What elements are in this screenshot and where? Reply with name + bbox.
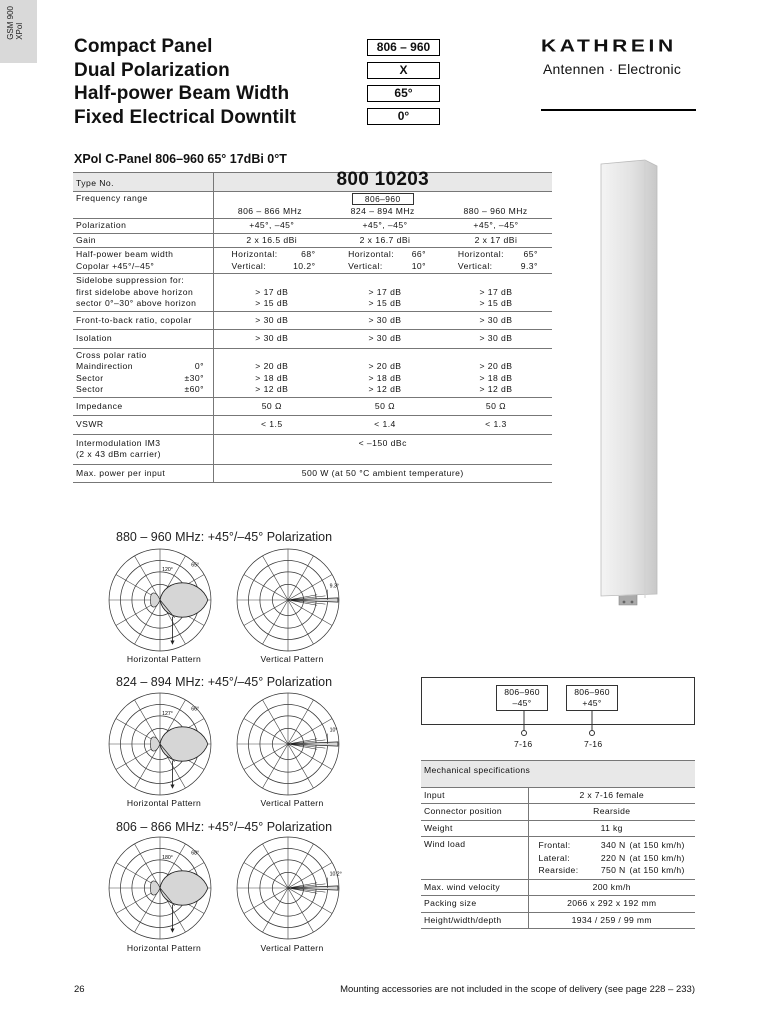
vswr-label: VSWR [73, 416, 213, 435]
table-row [73, 348, 552, 397]
ftb-value: > 30 dB [330, 311, 440, 330]
horizontal-pattern-diagram [108, 836, 212, 940]
table-row [73, 311, 552, 330]
connector-box-minus45 [496, 685, 548, 711]
wind-value: 750 N [600, 865, 626, 875]
table-row [73, 191, 552, 219]
type-label: Type No. [73, 173, 213, 192]
pattern-arrow-head [170, 785, 174, 789]
brand-subtitle: Antennen · Electronic [543, 61, 682, 77]
section-tab-line2: XPol [15, 22, 24, 40]
xpol-value: > 12 dB [255, 384, 289, 394]
sidelobe-first-value: > 17 dB [255, 286, 289, 297]
beam-h-value: 65° [523, 249, 538, 259]
wind-cell [528, 837, 695, 880]
pattern-caption: Horizontal Pattern [126, 943, 202, 953]
sidelobe-cell [330, 274, 440, 312]
table-row [421, 837, 695, 880]
xpol-row-angle: 0° [194, 361, 204, 371]
vswr-value: < 1.3 [440, 416, 552, 435]
pattern-arrow-head [170, 929, 174, 933]
im3-label [73, 434, 213, 464]
table-row [73, 464, 552, 483]
mech-value: 1934 / 259 / 99 mm [528, 912, 695, 929]
beam-v-label: Vertical: [348, 260, 383, 271]
spec-table [73, 169, 552, 483]
freq-col-2: 824 – 894 MHz [350, 205, 415, 216]
im3-value: < –150 dBc [213, 434, 552, 464]
im3-label-line2: (2 x 43 dBm carrier) [76, 449, 161, 459]
back-lobe [151, 593, 160, 607]
title-downtilt: Fixed Electrical Downtilt [74, 106, 297, 128]
beam-cell [213, 248, 330, 274]
wind-note: (at 150 km/h) [629, 852, 685, 863]
freq-label: Frequency range [73, 191, 213, 219]
beam-v-label: Vertical: [231, 260, 267, 271]
power-value: 500 W (at 50 °C ambient temperature) [213, 464, 552, 483]
ftb-label: Front-to-back ratio, copolar [73, 311, 213, 330]
title-compact-panel: Compact Panel [74, 36, 213, 57]
back-lobe [151, 737, 160, 751]
table-row [73, 416, 552, 435]
beam-v-value: 10° [411, 260, 427, 271]
wind-name: Lateral: [538, 852, 570, 863]
isolation-value: > 30 dB [213, 330, 330, 349]
mech-value: 2 x 7-16 female [528, 787, 695, 804]
mech-value: 200 km/h [528, 879, 695, 896]
value-polarization-box: X [367, 62, 440, 79]
pattern-title: 824 – 894 MHz: +45°/–45° Polarization [116, 675, 333, 689]
beam-h-label: Horizontal: [348, 249, 395, 259]
table-row [73, 233, 552, 248]
gain-value: 2 x 16.5 dBi [213, 233, 330, 248]
polarization-label: Polarization [73, 219, 213, 234]
sidelobe-sector-value: > 15 dB [479, 298, 513, 308]
table-row [421, 804, 695, 821]
wind-name: Rearside: [538, 865, 579, 875]
pattern-caption: Vertical Pattern [260, 798, 324, 808]
mech-value: 2066 x 292 x 192 mm [528, 896, 695, 913]
sidelobe-label-line: first sidelobe above horizon [76, 286, 194, 297]
section-tab-label [6, 6, 24, 40]
gain-value: 2 x 16.7 dBi [330, 233, 440, 248]
horizontal-lobe [160, 871, 208, 905]
xpol-value: > 20 dB [255, 361, 289, 371]
table-row [73, 173, 552, 192]
pattern-angle-label: 66° [191, 706, 200, 713]
page-number: 26 [74, 984, 85, 995]
freq-col-1: 806 – 866 MHz [237, 205, 302, 216]
gain-value: 2 x 17 dBi [440, 233, 552, 248]
pattern-caption: Vertical Pattern [260, 943, 324, 953]
footer-note: Mounting accessories are not included in the scope of delivery (see page 228 – 233) [340, 984, 695, 995]
sidelobe-first-value: > 17 dB [479, 286, 513, 297]
pattern-angle-label: 10.2° [329, 871, 342, 878]
impedance-value: 50 Ω [440, 397, 552, 416]
title-dual-polarization: Dual Polarization [74, 59, 230, 81]
xpol-row-name: Sector [76, 372, 104, 383]
connector-box-plus45 [566, 685, 618, 711]
model-title: XPol C-Panel 806–960 65° 17dBi 0°T [74, 152, 287, 166]
pattern-angle-label: 10° [329, 727, 338, 734]
back-lobe [151, 881, 160, 895]
pattern-angle-label: 120° [162, 566, 173, 573]
connector-box-line: 806–960 [574, 687, 610, 697]
beam-h-label: Horizontal: [231, 249, 278, 259]
xpol-value: > 12 dB [368, 384, 402, 394]
horizontal-lobe [160, 727, 208, 761]
horizontal-pattern-diagram [108, 548, 212, 652]
antenna-panel-image [597, 158, 662, 608]
ftb-value: > 30 dB [440, 311, 552, 330]
table-row [73, 397, 552, 416]
xpol-value: > 20 dB [368, 361, 402, 371]
mech-label: Height/width/depth [421, 912, 528, 929]
table-row [73, 248, 552, 274]
xpol-value: > 18 dB [255, 372, 289, 383]
connector-label: 7-16 [584, 739, 603, 749]
vertical-pattern-diagram [236, 836, 340, 940]
pattern-caption: Horizontal Pattern [126, 654, 202, 664]
pattern-angle-label: 180° [162, 854, 173, 861]
gain-label: Gain [73, 233, 213, 248]
beam-label [73, 248, 213, 274]
power-label: Max. power per input [73, 464, 213, 483]
xpol-title: Cross polar ratio [76, 349, 147, 360]
freq-box: 806–960 [352, 193, 414, 205]
sidelobe-label-line: sector 0°–30° above horizon [76, 298, 197, 308]
xpol-row-name: Sector [76, 384, 104, 394]
connector-label: 7-16 [514, 739, 533, 749]
xpol-value: > 12 dB [479, 384, 513, 394]
table-row [421, 820, 695, 837]
value-beamwidth-box: 65° [367, 85, 440, 102]
mechanical-specs-table [421, 760, 695, 929]
sidelobe-sector-value: > 15 dB [368, 298, 402, 308]
header-divider [541, 109, 696, 111]
table-row [73, 434, 552, 464]
vswr-value: < 1.4 [330, 416, 440, 435]
table-row [421, 912, 695, 929]
impedance-value: 50 Ω [330, 397, 440, 416]
pattern-caption: Horizontal Pattern [126, 798, 202, 808]
pattern-angle-label: 127° [162, 710, 173, 717]
impedance-label: Impedance [73, 397, 213, 416]
table-row [421, 896, 695, 913]
mech-value: Rearside [528, 804, 695, 821]
sidelobe-sector-value: > 15 dB [255, 298, 289, 308]
pattern-title: 806 – 866 MHz: +45°/–45° Polarization [116, 820, 333, 834]
mech-label: Max. wind velocity [421, 879, 528, 896]
xpol-cell [330, 348, 440, 397]
xpol-label [73, 348, 213, 397]
pattern-arrow-head [170, 641, 174, 645]
wind-note: (at 150 km/h) [629, 865, 685, 875]
connector-leads [518, 711, 598, 737]
beam-v-value: 10.2° [293, 260, 316, 271]
polarization-value: +45°, –45° [440, 219, 552, 234]
sidelobe-label-line: Sidelobe suppression for: [76, 275, 185, 285]
vswr-value: < 1.5 [213, 416, 330, 435]
value-downtilt-box: 0° [367, 108, 440, 125]
section-tab [0, 0, 37, 63]
xpol-value: > 20 dB [479, 361, 513, 371]
isolation-value: > 30 dB [440, 330, 552, 349]
isolation-label: Isolation [73, 330, 213, 349]
table-row [73, 330, 552, 349]
beam-cell [330, 248, 440, 274]
horizontal-pattern-diagram [108, 692, 212, 796]
mech-label: Weight [421, 820, 528, 837]
impedance-value: 50 Ω [213, 397, 330, 416]
connector-box-line: –45° [512, 698, 532, 708]
pattern-title: 880 – 960 MHz: +45°/–45° Polarization [116, 530, 333, 544]
title-beam-width: Half-power Beam Width [74, 83, 290, 104]
type-number: 800 10203 [213, 173, 552, 192]
pattern-angle-label: 9.3° [329, 583, 339, 590]
pattern-angle-label: 65° [191, 562, 200, 569]
wind-name: Frontal: [538, 840, 571, 850]
im3-label-line1: Intermodulation IM3 [76, 437, 161, 448]
mech-label: Packing size [421, 896, 528, 913]
vertical-pattern-diagram [236, 548, 340, 652]
table-row [421, 879, 695, 896]
xpol-row-angle: ±30° [184, 372, 204, 383]
xpol-cell [440, 348, 552, 397]
value-frequency-box: 806 – 960 [367, 39, 440, 56]
wind-value: 340 N [600, 840, 626, 850]
horizontal-lobe [160, 583, 208, 617]
brand-logo: KATHREIN [541, 36, 677, 56]
wind-note: (at 150 km/h) [629, 840, 685, 850]
xpol-value: > 18 dB [479, 372, 513, 383]
section-tab-line1: GSM 900 [6, 6, 15, 40]
beam-h-value: 66° [411, 249, 427, 259]
connector-box-line: 806–960 [504, 687, 540, 697]
feature-titles [74, 35, 296, 129]
beam-v-label: Vertical: [457, 260, 493, 271]
polarization-value: +45°, –45° [330, 219, 440, 234]
table-row [73, 219, 552, 234]
mech-label: Input [421, 787, 528, 804]
pattern-caption: Vertical Pattern [260, 654, 324, 664]
connector-box-line: +45° [582, 698, 602, 708]
beam-label-line1: Half-power beam width [76, 249, 174, 259]
sidelobe-first-value: > 17 dB [368, 286, 402, 297]
ftb-value: > 30 dB [213, 311, 330, 330]
mech-label: Connector position [421, 804, 528, 821]
xpol-row-name: Maindirection [76, 361, 133, 371]
freq-col-3: 880 – 960 MHz [463, 205, 528, 216]
sidelobe-label [73, 274, 213, 312]
table-row [421, 761, 695, 788]
wind-value: 220 N [600, 852, 626, 863]
mech-value: 11 kg [528, 820, 695, 837]
isolation-value: > 30 dB [330, 330, 440, 349]
table-row [73, 274, 552, 312]
vertical-pattern-diagram [236, 692, 340, 796]
beam-h-value: 68° [301, 249, 316, 259]
xpol-row-angle: ±60° [184, 384, 204, 394]
beam-label-line2: Copolar +45°/–45° [76, 260, 155, 271]
beam-v-value: 9.3° [520, 260, 538, 271]
mech-header: Mechanical specifications [421, 761, 695, 788]
wind-label: Wind load [421, 837, 528, 880]
xpol-value: > 18 dB [368, 372, 402, 383]
beam-cell [440, 248, 552, 274]
xpol-cell [213, 348, 330, 397]
beam-h-label: Horizontal: [457, 249, 504, 259]
sidelobe-cell [440, 274, 552, 312]
table-row [421, 787, 695, 804]
pattern-angle-label: 68° [191, 850, 200, 857]
polarization-value: +45°, –45° [213, 219, 330, 234]
sidelobe-cell [213, 274, 330, 312]
